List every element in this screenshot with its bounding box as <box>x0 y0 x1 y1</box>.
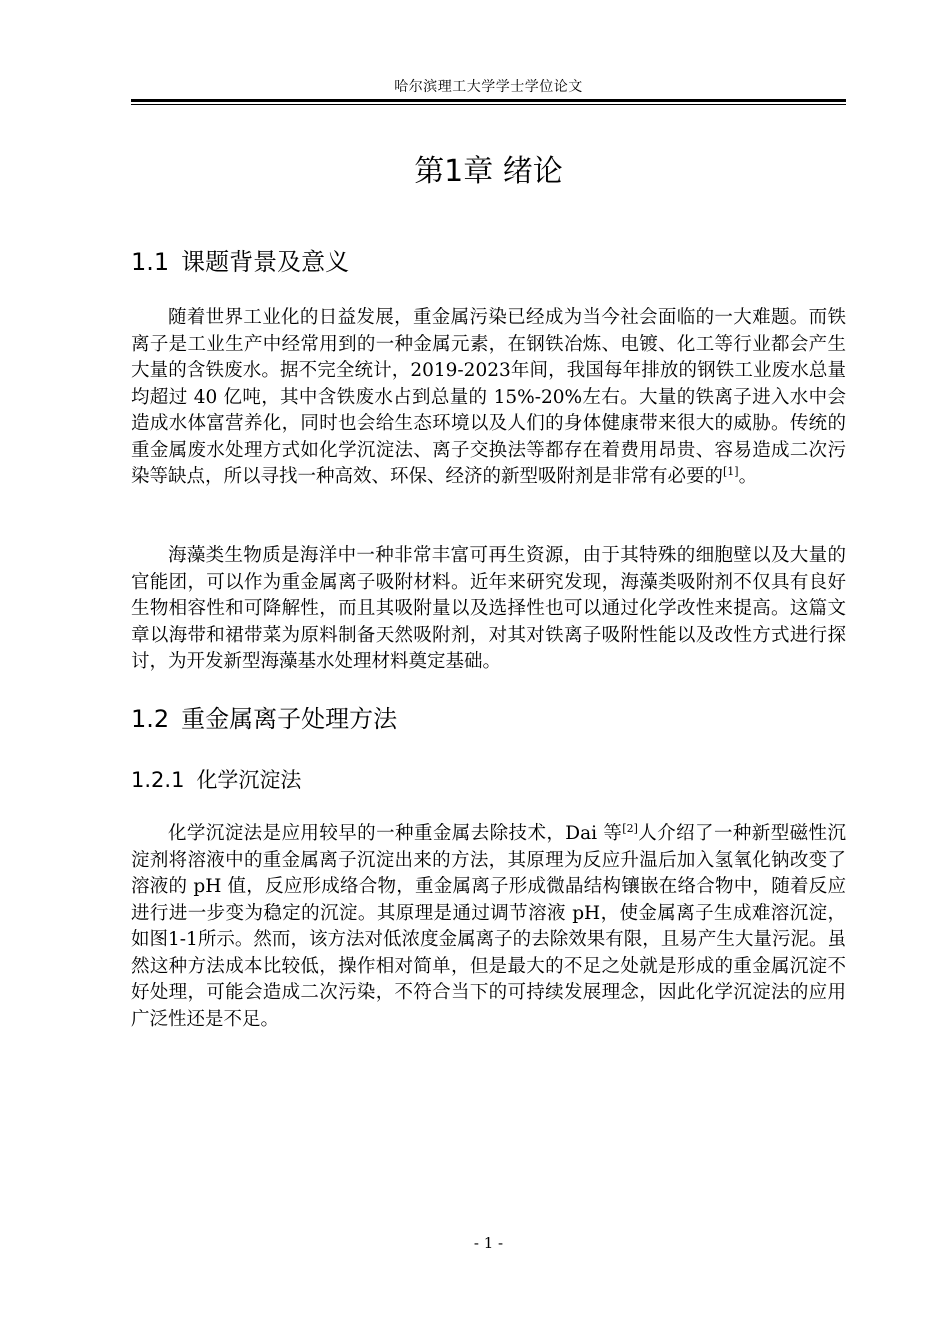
running-header: 哈尔滨理工大学学士学位论文 <box>394 79 583 95</box>
header-rule-thin <box>131 104 846 105</box>
paragraph-significance: 海藻类生物质是海洋中一种非常丰富可再生资源，由于其特殊的细胞壁以及大量的官能团，可以作为重金属离子吸附材料。近年来研究发现，海藻类吸附剂不仅具有良好生物相容性和可降解性，而且其吸附量以及选择性也可以通过化学改性来提高。这篇文章以海带和裙带菜为原料制备天然吸附剂，对其对铁离子吸附性能以及改性方式进行探讨，为开发新型海藻基水处理材料奠定基础。 <box>131 545 846 672</box>
subsection-number: 1.2.1 <box>131 768 185 792</box>
section-number: 1.2 <box>131 705 170 733</box>
header-rule-thick <box>131 99 846 102</box>
paragraph-chemical-precipitation <box>131 821 846 1033</box>
section-number: 1.1 <box>131 248 170 276</box>
section-title: 重金属离子处理方法 <box>181 705 398 733</box>
paragraph-text: 化学沉淀法是应用较早的一种重金属去除技术，Dai 等 <box>168 823 623 844</box>
chapter-title: 第1章 绪论 <box>414 154 563 189</box>
citation-ref-1[interactable]: [1] <box>723 464 739 478</box>
paragraph-background <box>131 305 846 491</box>
section-heading-1-1 <box>131 246 846 278</box>
paragraph-text-end: 。 <box>738 466 758 487</box>
section-heading-1-2 <box>131 703 846 735</box>
subsection-heading-1-2-1 <box>131 766 846 794</box>
page-number: - 1 - <box>473 1234 504 1252</box>
citation-ref-2[interactable]: [2] <box>622 821 638 835</box>
section-title: 课题背景及意义 <box>181 248 350 276</box>
subsection-title: 化学沉淀法 <box>196 768 302 792</box>
paragraph-text: 随着世界工业化的日益发展，重金属污染已经成为当今社会面临的一大难题。而铁离子是工业生产中经常用到的一种金属元素，在钢铁冶炼、电镀、化工等行业都会产生大量的含铁废水。据不完全统计，2019-2023年间，我国每年排放的钢铁工业废水总量均超过 40 亿吨，其中含铁废水占到总量的 15%-20%左右。大量的铁离子进入水中会造成水体富营养化，同时也会给生态环境以及人们的身体健康带来很大的威胁。传统的重金属废水处理方式如化学沉淀法、离子交换法等都存在着费用昂贵、容易造成二次污染等缺点，所以寻找一种高效、环保、经济的新型吸附剂是非常有必要的 <box>131 307 846 487</box>
paragraph-text-rest: 人介绍了一种新型磁性沉淀剂将溶液中的重金属离子沉淀出来的方法，其原理为反应升温后加入氢氧化钠改变了溶液的 pH 值，反应形成络合物，重金属离子形成微晶结构镶嵌在络合物中，随着反应进行进一步变为稳定的沉淀。其原理是通过调节溶液 pH，使金属离子生成难溶沉淀，如图1-1所示。然而，该方法对低浓度金属离子的去除效果有限，且易产生大量污泥。虽然这种方法成本比较低，操作相对简单，但是最大的不足之处就是形成的重金属沉淀不好处理，可能会造成二次污染，不符合当下的可持续发展理念，因此化学沉淀法的应用广泛性还是不足。 <box>131 823 846 1030</box>
